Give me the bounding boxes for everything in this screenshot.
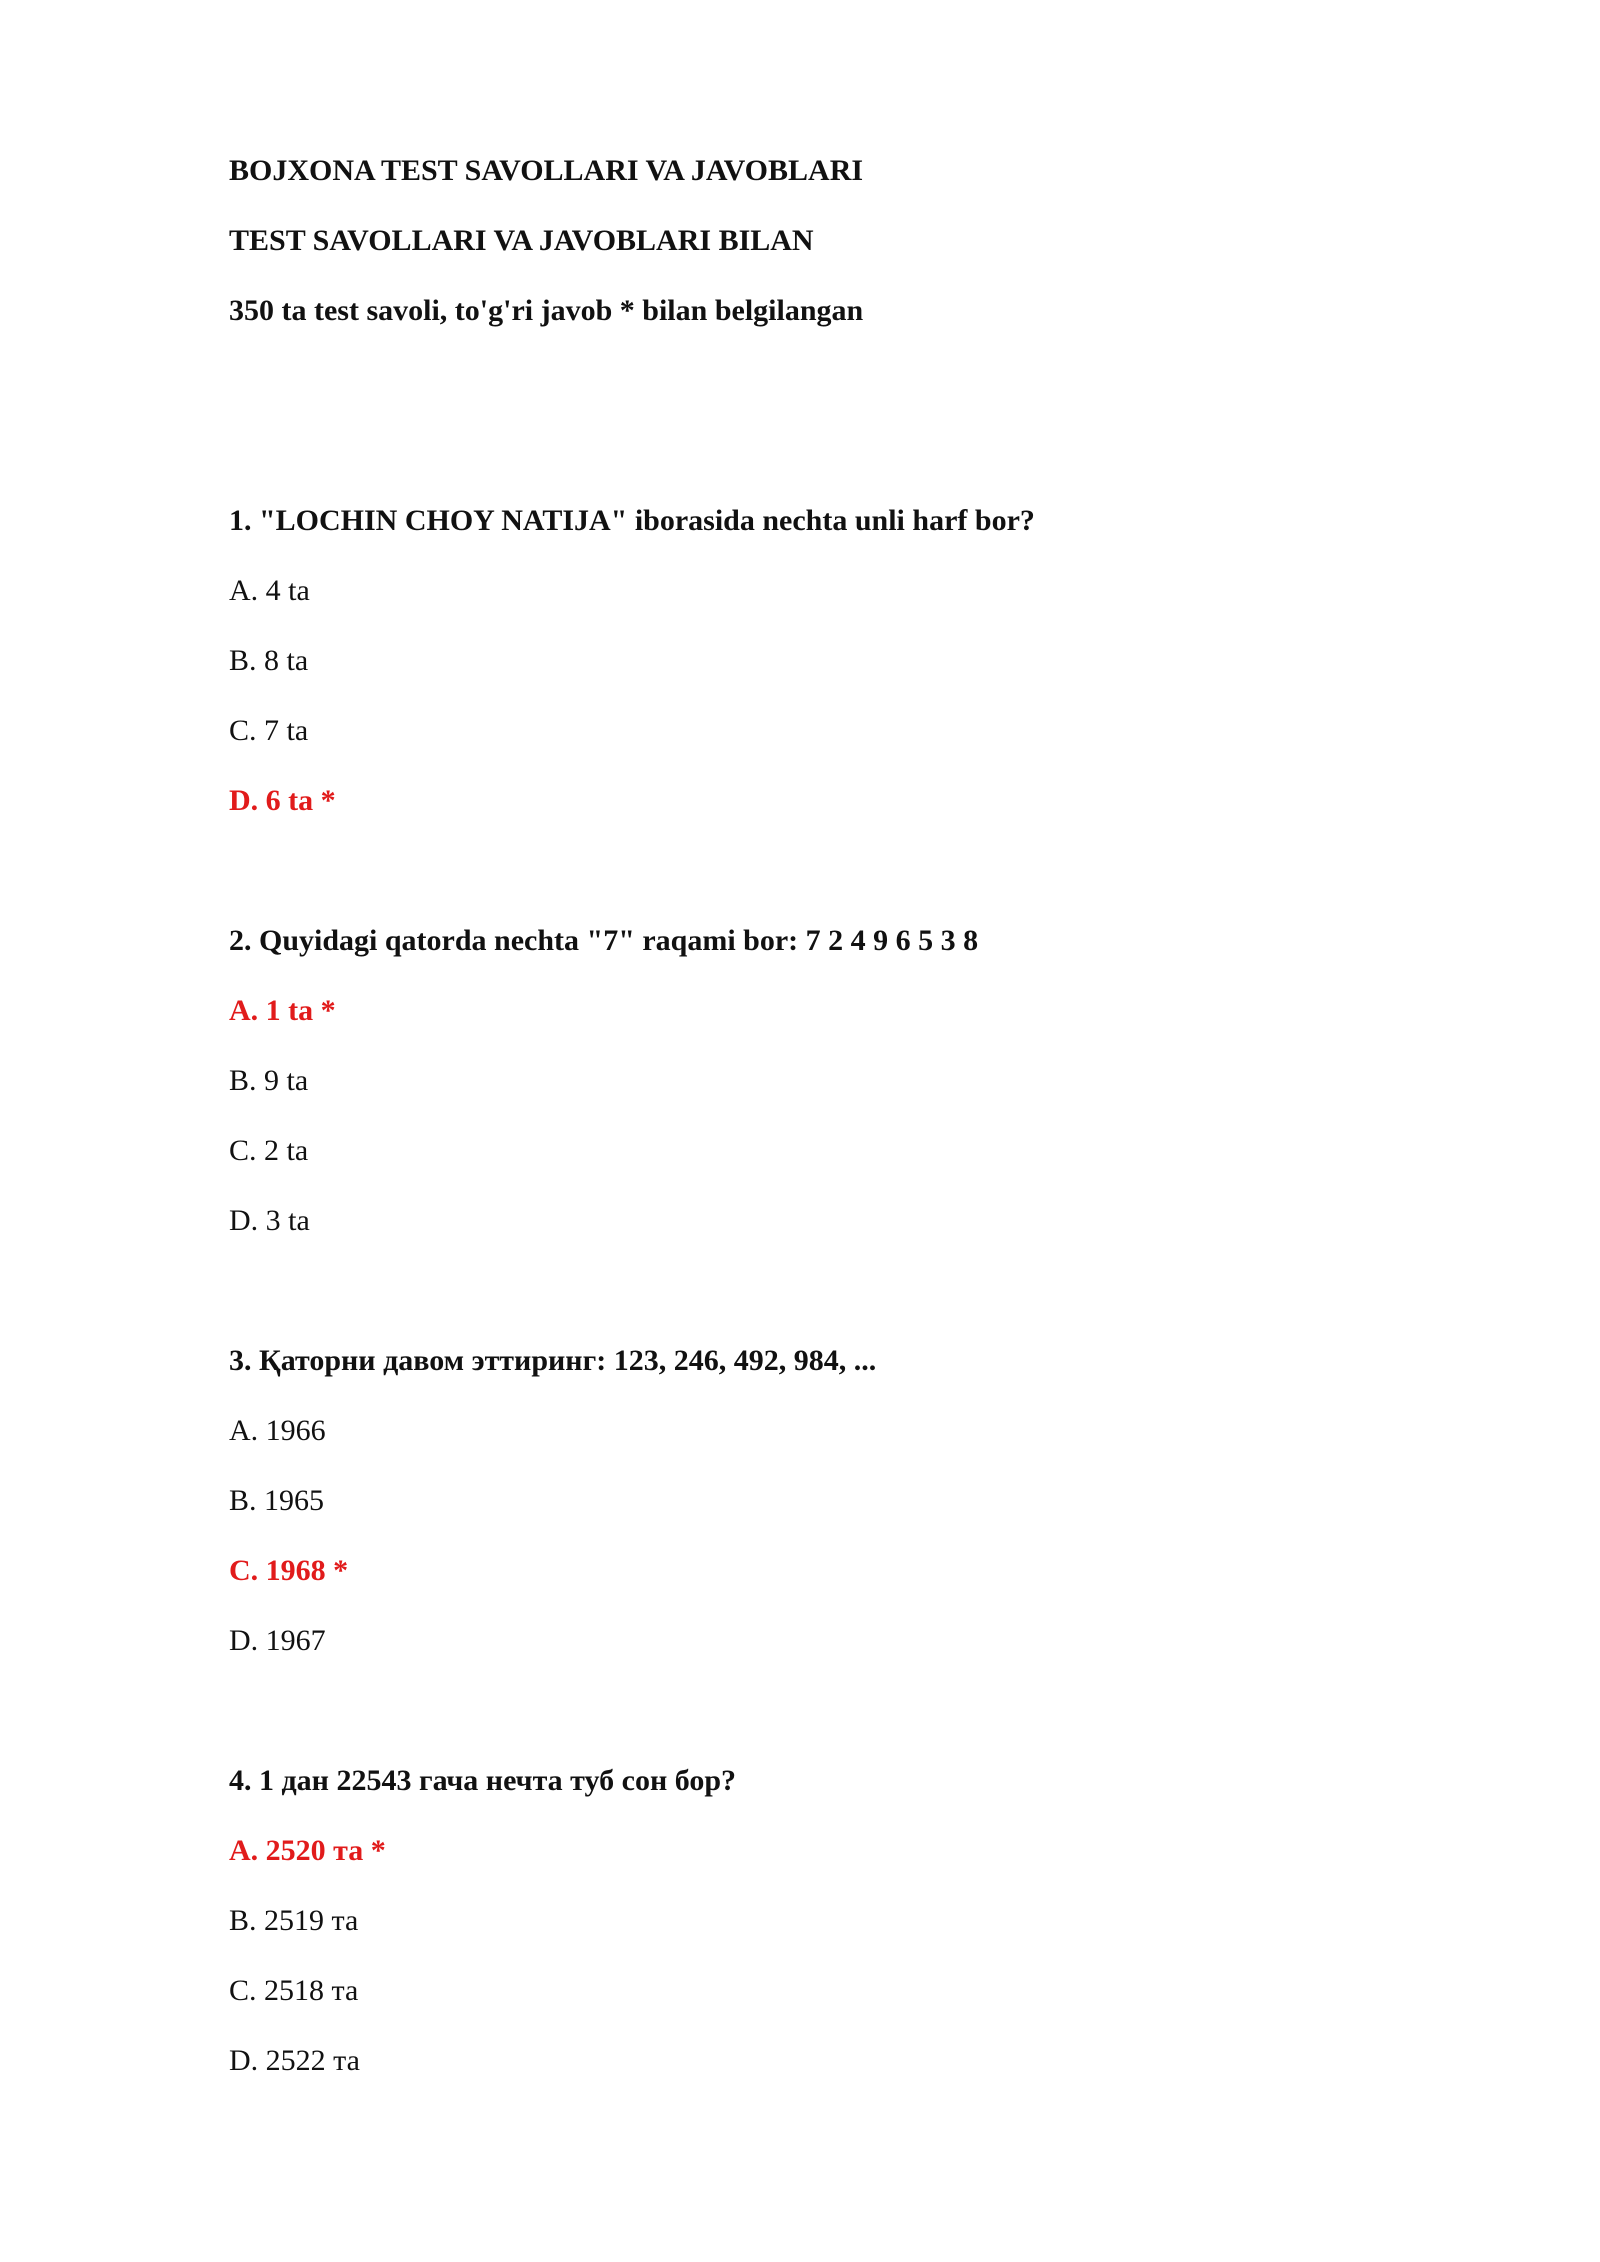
answer-option: D. 2522 та bbox=[229, 2044, 360, 2077]
answer-option: D. 3 ta bbox=[229, 1204, 310, 1237]
correct-answer-option: C. 1968 * bbox=[229, 1554, 349, 1587]
answer-option: A. 4 ta bbox=[229, 574, 310, 607]
answer-option: C. 2 ta bbox=[229, 1134, 309, 1167]
correct-answer-option: D. 6 ta * bbox=[229, 784, 336, 817]
answer-option: D. 1967 bbox=[229, 1624, 326, 1657]
document-subtitle: TEST SAVOLLARI VA JAVOBLARI BILAN bbox=[229, 224, 814, 257]
answer-option: B. 1965 bbox=[229, 1484, 325, 1517]
document-title: BOJXONA TEST SAVOLLARI VA JAVOBLARI bbox=[229, 154, 864, 187]
answer-option: B. 8 ta bbox=[229, 644, 309, 677]
answer-option: B. 9 ta bbox=[229, 1064, 309, 1097]
answer-option: A. 1966 bbox=[229, 1414, 326, 1447]
answer-option: C. 2518 та bbox=[229, 1974, 359, 2007]
document-note: 350 ta test savoli, to'g'ri javob * bilan belgilangan bbox=[229, 294, 864, 327]
question-text: 4. 1 дан 22543 гача нечта туб сон бор? bbox=[229, 1764, 737, 1797]
question-text: 3. Қаторни давом эттиринг: 123, 246, 492, 984, ... bbox=[229, 1344, 877, 1377]
question-text: 1. "LOCHIN CHOY NATIJA" iborasida nechta unli harf bor? bbox=[229, 504, 1035, 537]
question-text: 2. Quyidagi qatorda nechta "7" raqami bor: 7 2 4 9 6 5 3 8 bbox=[229, 924, 979, 957]
answer-option: C. 7 ta bbox=[229, 714, 309, 747]
correct-answer-option: A. 2520 та * bbox=[229, 1834, 386, 1867]
answer-option: B. 2519 та bbox=[229, 1904, 359, 1937]
correct-answer-option: A. 1 ta * bbox=[229, 994, 336, 1027]
